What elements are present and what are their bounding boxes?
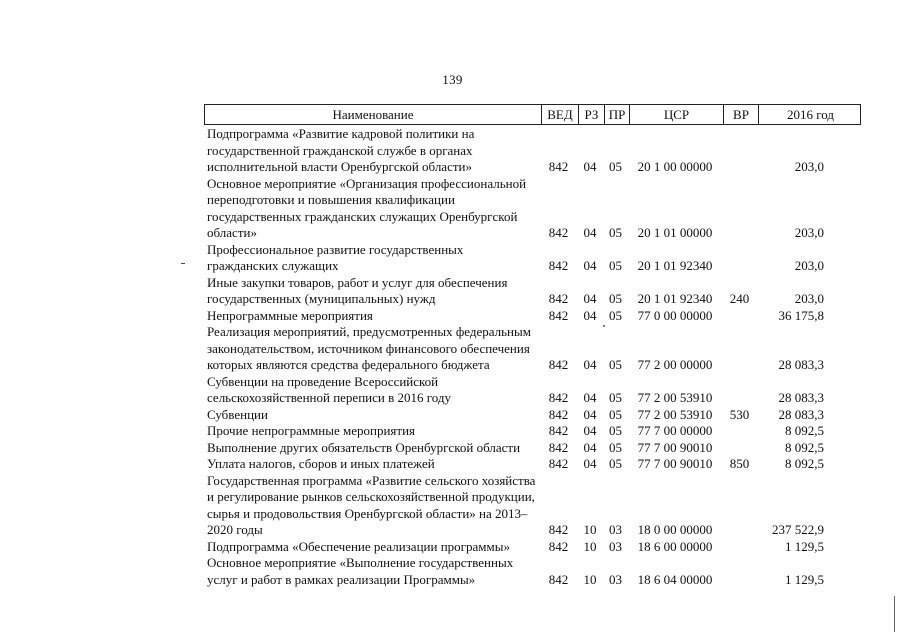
row-amount: 1 129,5 bbox=[785, 538, 824, 554]
row-name: Уплата налогов, сборов и иных платежей bbox=[207, 456, 435, 471]
row-amount: 203,0 bbox=[794, 225, 824, 240]
row-amount: 1 129,5 bbox=[785, 571, 824, 587]
scan-mark bbox=[181, 263, 185, 264]
row-pr: 03 bbox=[609, 571, 622, 587]
row-ved: 842 bbox=[548, 307, 569, 323]
row-pr: 05 bbox=[609, 307, 622, 323]
header-year: 2016 год bbox=[758, 105, 862, 124]
row-ved: 842 bbox=[548, 390, 569, 405]
row-name: Государственная программа «Развитие сельского хозяйства и регулирование рынков сельскохозяйственной продукции, сырья и продовольствия Оренбургской области» на 2013–2020 годы bbox=[207, 472, 536, 537]
row-pr: 05 bbox=[609, 423, 622, 438]
row-name: Основное мероприятие «Организация профессиональной переподготовки и повышения квалификации государственных гражданских служащих Оренбургской области» bbox=[207, 175, 527, 240]
row-amount: 8 092,5 bbox=[785, 423, 824, 438]
table-row bbox=[204, 539, 861, 556]
row-csr: 77 0 00 00000 bbox=[637, 307, 713, 323]
row-rz: 04 bbox=[583, 258, 597, 273]
row-csr: 20 1 01 92340 bbox=[637, 258, 713, 273]
row-ved: 842 bbox=[548, 423, 569, 438]
row-ved: 842 bbox=[548, 571, 569, 587]
scan-edge-mark bbox=[894, 596, 895, 632]
row-pr: 03 bbox=[609, 538, 622, 554]
row-pr: 05 bbox=[609, 406, 622, 422]
row-pr: 03 bbox=[609, 522, 622, 537]
row-rz: 04 bbox=[583, 456, 597, 471]
row-rz: 04 bbox=[583, 291, 597, 306]
row-name: Подпрограмма «Обеспечение реализации программы» bbox=[207, 538, 510, 554]
row-rz: 04 bbox=[583, 390, 597, 405]
row-csr: 77 7 00 90010 bbox=[637, 439, 713, 455]
row-pr: 05 bbox=[609, 439, 622, 455]
table-row bbox=[204, 456, 861, 473]
table-row bbox=[204, 473, 861, 539]
row-pr: 05 bbox=[609, 159, 622, 174]
header-rz: РЗ bbox=[578, 105, 604, 124]
row-name: Субвенции на проведение Всероссийской сельскохозяйственной переписи в 2016 году bbox=[207, 373, 451, 405]
header-vr: ВР bbox=[723, 105, 758, 124]
row-csr: 18 6 00 00000 bbox=[637, 538, 713, 554]
row-amount: 237 522,9 bbox=[772, 522, 824, 537]
row-ved: 842 bbox=[548, 225, 569, 240]
row-rz: 04 bbox=[583, 406, 597, 422]
table-row bbox=[204, 308, 861, 325]
table-row bbox=[204, 423, 861, 440]
row-ved: 842 bbox=[548, 439, 569, 455]
table-header bbox=[204, 104, 861, 125]
row-pr: 05 bbox=[609, 258, 622, 273]
row-rz: 04 bbox=[583, 423, 597, 438]
row-vr: 530 bbox=[729, 406, 750, 422]
header-csr: ЦСР bbox=[629, 105, 723, 124]
row-amount: 203,0 bbox=[794, 258, 824, 273]
table-row bbox=[204, 374, 861, 407]
row-ved: 842 bbox=[548, 522, 569, 537]
header-name: Наименование bbox=[332, 107, 414, 122]
row-name: Выполнение других обязательств Оренбургской области bbox=[207, 439, 521, 455]
row-rz: 10 bbox=[583, 522, 597, 537]
row-csr: 77 7 00 00000 bbox=[637, 423, 713, 438]
row-csr: 77 2 00 53910 bbox=[637, 390, 713, 405]
row-rz: 04 bbox=[583, 159, 597, 174]
row-amount: 28 083,3 bbox=[778, 390, 824, 405]
row-vr: 240 bbox=[729, 291, 750, 306]
row-name: Подпрограмма «Развитие кадровой политики на государственной гражданской службе в органах исполнительной власти Оренбургской области» bbox=[207, 126, 475, 174]
row-rz: 04 bbox=[583, 439, 597, 455]
row-ved: 842 bbox=[548, 291, 569, 306]
row-pr: 05 bbox=[609, 456, 622, 471]
row-rz: 10 bbox=[583, 571, 597, 587]
row-ved: 842 bbox=[548, 406, 569, 422]
row-amount: 8 092,5 bbox=[785, 439, 824, 455]
row-ved: 842 bbox=[548, 456, 569, 471]
table-row bbox=[204, 242, 861, 275]
row-csr: 18 0 00 00000 bbox=[637, 522, 713, 537]
table-body bbox=[204, 126, 861, 588]
row-name: Субвенции bbox=[207, 406, 268, 422]
row-pr: 05 bbox=[609, 390, 622, 405]
row-name: Профессиональное развитие государственных гражданских служащих bbox=[207, 241, 464, 273]
page-number: 139 bbox=[442, 72, 463, 87]
row-name: Иные закупки товаров, работ и услуг для обеспечения государственных (муниципальных) нужд bbox=[207, 274, 508, 306]
table-row bbox=[204, 555, 861, 588]
header-ved: ВЕД bbox=[541, 105, 578, 124]
table-row bbox=[204, 126, 861, 176]
budget-table bbox=[204, 104, 861, 588]
row-ved: 842 bbox=[548, 357, 569, 372]
row-ved: 842 bbox=[548, 159, 569, 174]
table-row bbox=[204, 407, 861, 424]
row-name: Непрограммные мероприятия bbox=[207, 307, 373, 323]
row-name: Основное мероприятие «Выполнение государственных услуг и работ в рамках реализации Программы» bbox=[207, 555, 514, 587]
row-pr: 05 bbox=[609, 291, 622, 306]
row-name: Реализация мероприятий, предусмотренных федеральным законодательством, источником финансового обеспечения которых являются средства федерального бюджета bbox=[207, 324, 531, 372]
row-vr: 850 bbox=[729, 456, 750, 471]
row-csr: 77 2 00 00000 bbox=[637, 357, 713, 372]
row-amount: 203,0 bbox=[794, 159, 824, 174]
row-ved: 842 bbox=[548, 538, 569, 554]
row-amount: 28 083,3 bbox=[778, 357, 824, 372]
row-csr: 20 1 01 00000 bbox=[637, 225, 713, 240]
row-rz: 04 bbox=[583, 225, 597, 240]
row-csr: 20 1 01 92340 bbox=[637, 291, 713, 306]
row-name: Прочие непрограммные мероприятия bbox=[207, 423, 416, 438]
row-csr: 20 1 00 00000 bbox=[637, 159, 713, 174]
row-csr: 18 6 04 00000 bbox=[637, 571, 713, 587]
row-rz: 10 bbox=[583, 538, 597, 554]
row-rz: 04 bbox=[583, 357, 597, 372]
table-row bbox=[204, 275, 861, 308]
row-csr: 77 2 00 53910 bbox=[637, 406, 713, 422]
row-pr: 05 bbox=[609, 225, 622, 240]
row-pr: 05 bbox=[609, 357, 622, 372]
row-amount: 28 083,3 bbox=[778, 406, 824, 422]
row-rz: 04 bbox=[583, 307, 597, 323]
row-ved: 842 bbox=[548, 258, 569, 273]
table-row bbox=[204, 440, 861, 457]
row-amount: 8 092,5 bbox=[785, 456, 824, 471]
table-row bbox=[204, 176, 861, 242]
row-csr: 77 7 00 90010 bbox=[637, 456, 713, 471]
header-pr: ПР bbox=[604, 105, 629, 124]
table-row bbox=[204, 324, 861, 374]
row-amount: 36 175,8 bbox=[778, 307, 824, 323]
row-amount: 203,0 bbox=[794, 291, 824, 306]
